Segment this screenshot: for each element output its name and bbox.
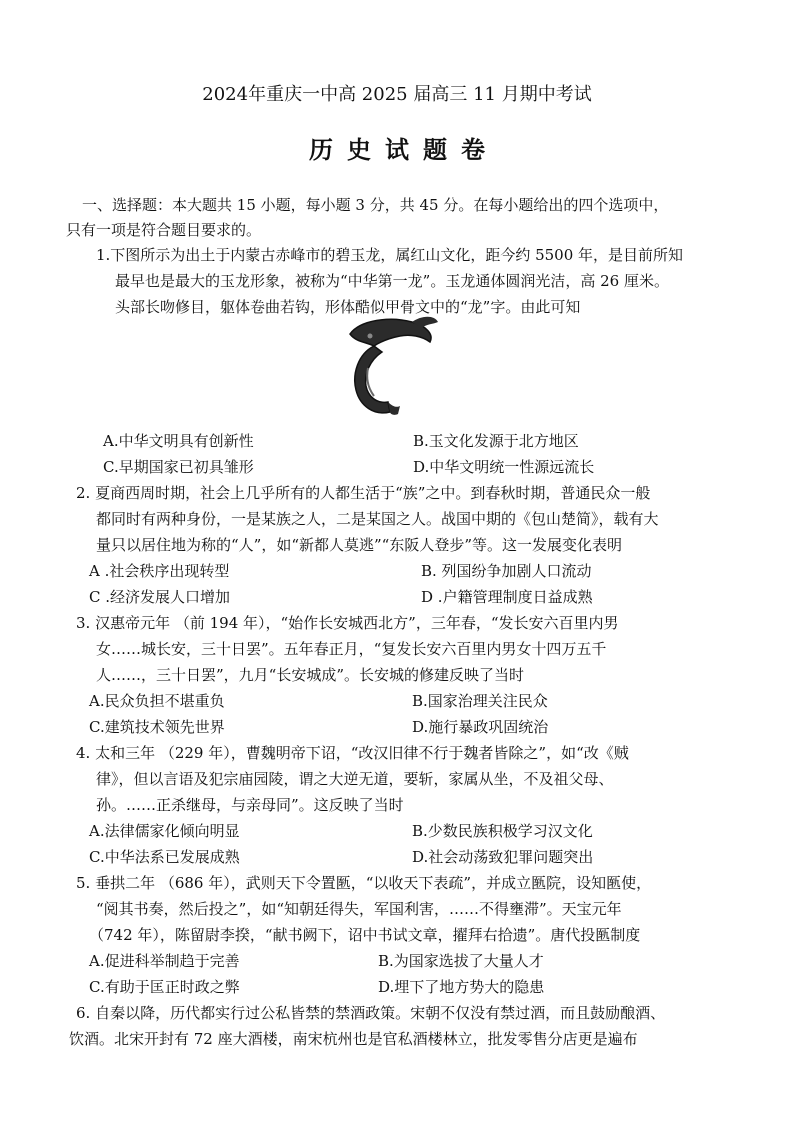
q2-line-1: 2. 夏商西周时期，社会上几乎所有的人都生活于“族”之中。到春秋时期，普通民众一般 bbox=[76, 484, 651, 502]
q2-option-c: C .经济发展人口增加 bbox=[89, 588, 231, 606]
q6-line-1: 6. 自秦以降，历代都实行过公私皆禁的禁酒政策。宋朝不仅没有禁过酒，而且鼓励酿酒、 bbox=[76, 1004, 666, 1022]
q5-line-3: （742 年），陈留尉李揆，“献书阙下，诏中书试文章，擢拜右拾遗”。唐代投匦制度 bbox=[89, 926, 641, 944]
q2-line-2: 都同时有两种身份，一是某族之人，二是某国之人。战国中期的《包山楚简》，载有大 bbox=[96, 510, 659, 528]
q4-option-b: B.少数民族积极学习汉文化 bbox=[412, 822, 593, 840]
q5-option-c: C.有助于匡正时政之弊 bbox=[89, 978, 240, 996]
q3-option-b: B.国家治理关注民众 bbox=[412, 692, 548, 710]
q1-line-3: 头部长吻修目，躯体卷曲若钩，形体酷似甲骨文中的“龙”字。由此可知 bbox=[115, 298, 581, 316]
q1-line-1: 1.下图所示为出土于内蒙古赤峰市的碧玉龙，属红山文化，距今约 5500 年，是目前所知 bbox=[96, 246, 684, 264]
q1-line-2: 最早也是最大的玉龙形象，被称为“中华第一龙”。玉龙通体圆润光洁，高 26 厘米。 bbox=[115, 272, 669, 290]
q4-line-3: 孙。……正杀继母，与亲母同”。这反映了当时 bbox=[96, 796, 404, 814]
q3-line-2: 女……城长安，三十日罢”。五年春正月，“复发长安六百里内男女十四万五千 bbox=[96, 640, 607, 658]
q3-option-a: A.民众负担不堪重负 bbox=[89, 692, 225, 710]
q4-option-d: D.社会动荡致犯罪问题突出 bbox=[412, 848, 594, 866]
q5-line-2: “阅其书奏，然后投之”，如“知朝廷得失，军国利害，……不得壅滞”。天宝元年 bbox=[96, 900, 622, 918]
q5-option-b: B.为国家选拔了大量人才 bbox=[378, 952, 544, 970]
q4-line-1: 4. 太和三年 （229 年），曹魏明帝下诏，“改汉旧律不行于魏者皆除之”，如“改《贼 bbox=[76, 744, 629, 762]
exam-title: 2024年重庆一中高 2025 届高三 11 月期中考试 bbox=[202, 84, 592, 105]
q1-option-a: A.中华文明具有创新性 bbox=[103, 432, 254, 450]
q3-option-d: D.施行暴政巩固统治 bbox=[412, 718, 549, 736]
q1-option-d: D.中华文明统一性源远流长 bbox=[413, 458, 595, 476]
q5-option-a: A.促进科举制趋于完善 bbox=[89, 952, 240, 970]
q2-line-3: 量只以居住地为称的“人”，如“新都人莫逃”“东阪人登步”等。这一发展变化表明 bbox=[96, 536, 623, 554]
section-line-2: 只有一项是符合题目要求的。 bbox=[66, 221, 262, 239]
q4-option-a: A.法律儒家化倾向明显 bbox=[89, 822, 240, 840]
subject-title: 历史试题卷 bbox=[309, 135, 499, 164]
q1-option-b: B.玉文化发源于北方地区 bbox=[413, 432, 579, 450]
q3-line-3: 人……，三十日罢”，九月“长安城成”。长安城的修建反映了当时 bbox=[96, 666, 525, 684]
q4-option-c: C.中华法系已发展成熟 bbox=[89, 848, 240, 866]
q3-line-1: 3. 汉惠帝元年 （前 194 年），“始作长安城西北方”，三年春，“发长安六百里内男 bbox=[76, 614, 619, 632]
q3-option-c: C.建筑技术领先世界 bbox=[89, 718, 225, 736]
q4-line-2: 律》，但以言语及犯宗庙园陵，谓之大逆无道，要斩，家属从坐，不及祖父母、 bbox=[96, 770, 614, 788]
q2-option-b: B. 列国纷争加剧人口流动 bbox=[421, 562, 592, 580]
q6-line-2: 饮酒。北宋开封有 72 座大酒楼，南宋杭州也是官私酒楼林立，批发零售分店更是遍布 bbox=[69, 1030, 638, 1048]
q2-option-a: A .社会秩序出现转型 bbox=[89, 562, 230, 580]
q5-line-1: 5. 垂拱二年 （686 年），武则天下令置匦，“以收天下表疏”，并成立匦院，设知匦使， bbox=[76, 874, 652, 892]
section-line-1: 一、选择题：本大题共 15 小题，每小题 3 分，共 45 分。在每小题给出的四个选项中， bbox=[82, 196, 669, 214]
q5-option-d: D.埋下了地方势大的隐患 bbox=[378, 978, 545, 996]
q1-option-c: C.早期国家已初具雏形 bbox=[103, 458, 254, 476]
jade-dragon-image bbox=[330, 312, 440, 422]
q2-option-d: D .户籍管理制度日益成熟 bbox=[421, 588, 593, 606]
